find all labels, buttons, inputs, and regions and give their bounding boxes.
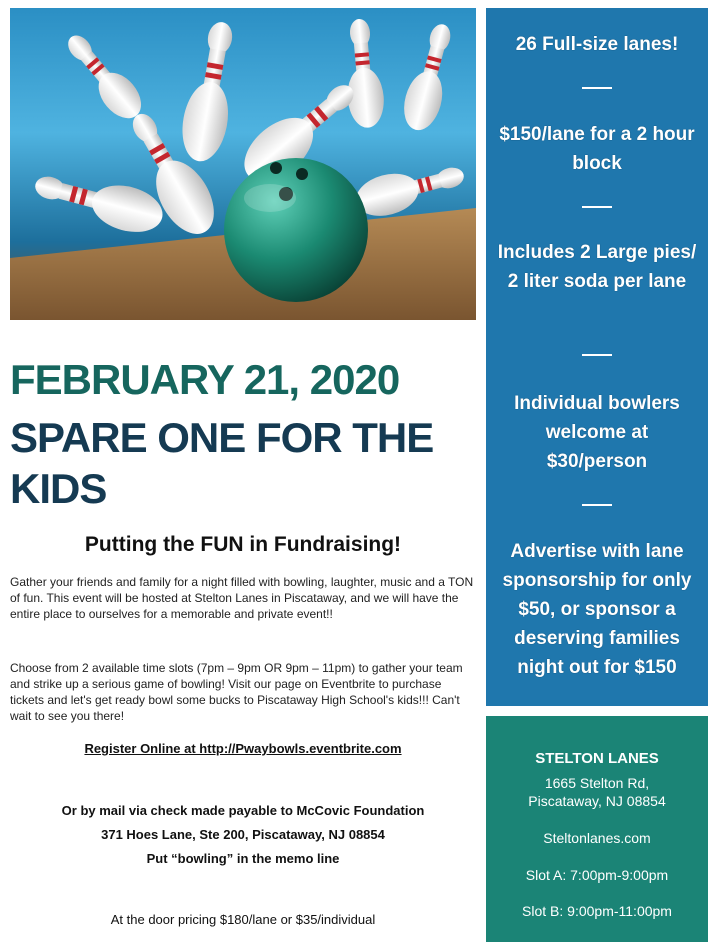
divider [582,87,612,89]
venue-name: STELTON LANES [535,750,659,767]
slot-a: Slot A: 7:00pm-9:00pm [525,867,669,883]
venue-website[interactable]: Steltonlanes.com [543,830,651,846]
sidebar-item-sponsorship: Advertise with lane sponsorship for only $50, or sponsor a deserving families night out for $150 [502,541,692,678]
sidebar-item-includes: Includes 2 Large pies/ 2 liter soda per lane [497,242,697,292]
pin-2 [177,18,245,164]
divider [582,354,612,356]
memo-note: Put “bowling” in the memo line [146,851,340,866]
pin-1 [58,26,150,126]
divider [582,504,612,506]
door-pricing: At the door pricing $180/lane or $35/individual [110,912,376,927]
description-paragraph-2: Choose from 2 available time slots (7pm – 9pm OR 9pm – 11pm) to gather your team and strike up a serious game of bowling! Visit our page on Eventbrite to purchase tickets and let's get ready bowl some bucks to Piscataway High School's kids!!! Can't wait to see you there! [10,661,463,723]
pin-5 [30,163,168,239]
pin-3 [341,17,386,129]
mail-address: 371 Hoes Lane, Ste 200, Piscataway, NJ 08854 [101,827,385,842]
details-sidebar [486,8,708,706]
sidebar-item-individual: Individual bowlers welcome at $30/person [514,393,680,472]
venue-address-line1: 1665 Stelton Rd, [544,775,650,791]
pin-4 [398,20,461,135]
venue-address-line2: Piscataway, NJ 08854 [528,793,666,809]
mail-instructions: Or by mail via check made payable to McCovic Foundation [61,803,425,818]
bowling-ball-icon [224,158,368,302]
slot-b: Slot B: 9:00pm-11:00pm [522,903,672,919]
sidebar-item-lanes: 26 Full-size lanes! [515,34,679,55]
hero-bowling-image [10,8,476,320]
description-paragraph-1: Gather your friends and family for a night filled with bowling, laughter, music and a TON of fun. This event will be hosted at Stelton Lanes in Piscataway, and we will have the entire place to ourselves for a memorable and private event!! [10,575,474,621]
event-tagline: Putting the FUN in Fundraising! [84,533,402,556]
event-date: FEBRUARY 21, 2020 [10,356,400,403]
bowling-pins-illustration [10,8,476,320]
event-title: SPARE ONE FOR THE KIDS [10,414,434,512]
sidebar-item-price: $150/lane for a 2 hour block [499,124,695,174]
register-online-link[interactable]: Register Online at http://Pwaybowls.eventbrite.com [84,741,402,756]
divider [582,206,612,208]
venue-box [486,716,708,942]
